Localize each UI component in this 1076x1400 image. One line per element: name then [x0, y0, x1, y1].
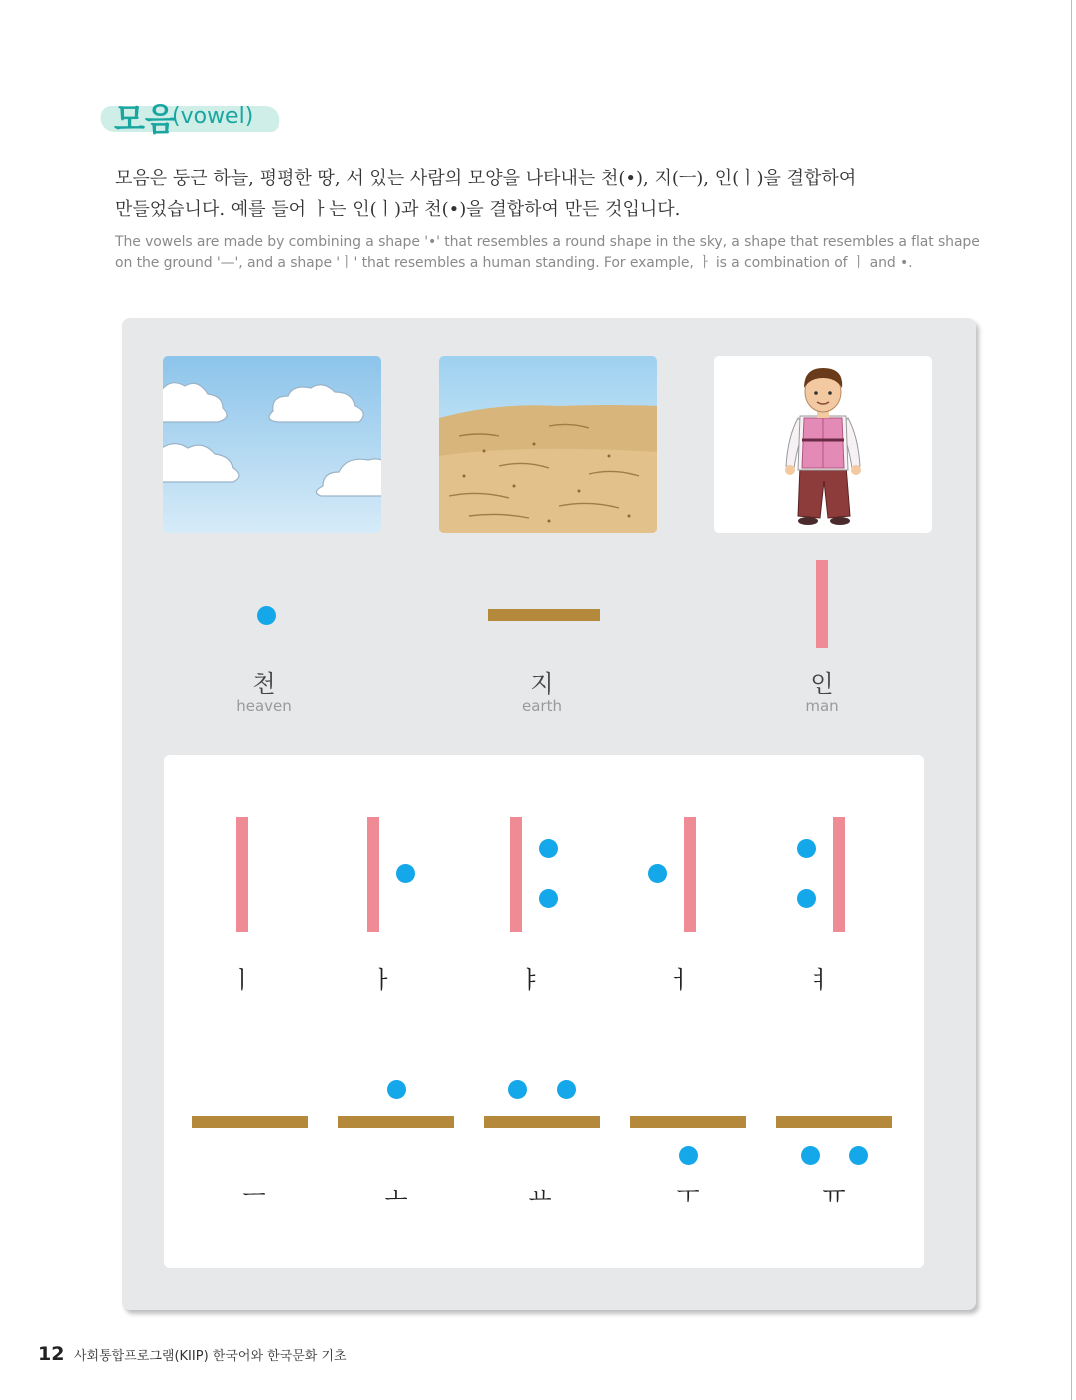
vowel-yu-glyph: ㅠ [822, 1182, 846, 1210]
vowel-u-dot [679, 1146, 698, 1165]
vowel-u-stroke [630, 1116, 746, 1128]
vowel-yu-dot-1 [801, 1146, 820, 1165]
vowel-eo-stroke [684, 817, 696, 932]
earth-label-english: earth [522, 697, 562, 715]
vowel-a-stroke [367, 817, 379, 932]
sky-image [163, 356, 381, 533]
earth-image [439, 356, 657, 533]
vowel-yu-stroke [776, 1116, 892, 1128]
vowel-a-dot [396, 864, 415, 883]
vowel-u-glyph: ㅜ [676, 1182, 700, 1210]
page-edge-line [1071, 0, 1072, 1400]
vowel-yo-dot-1 [508, 1080, 527, 1099]
vowel-i-glyph: ㅣ [230, 966, 254, 994]
intro-korean-line-1: 모음은 둥근 하늘, 평평한 땅, 서 있는 사람의 모양을 나타내는 천(•), 지(ㅡ), 인(ㅣ)을 결합하여 [115, 168, 857, 189]
man-image [714, 356, 932, 533]
vowel-ya-glyph: ㅑ [518, 966, 542, 994]
vowel-ya-dot-2 [539, 889, 558, 908]
vowel-yu-dot-2 [849, 1146, 868, 1165]
intro-korean-line-2: 만들었습니다. 예를 들어 ㅏ는 인(ㅣ)과 천(•)을 결합하여 만든 것입니다. [115, 199, 681, 220]
vowel-eo-dot [648, 864, 667, 883]
vowel-yeo-dot-2 [797, 889, 816, 908]
vowel-o-dot [387, 1080, 406, 1099]
vowel-yo-dot-2 [557, 1080, 576, 1099]
book-title: 사회통합프로그램(KIIP) 한국어와 한국문화 기초 [74, 1349, 347, 1364]
vowel-o-stroke [338, 1116, 454, 1128]
vowel-i-stroke [236, 817, 248, 932]
man-bar-symbol [816, 560, 828, 648]
vowel-yo-stroke [484, 1116, 600, 1128]
intro-korean [115, 163, 975, 225]
page-number: 12 [38, 1343, 65, 1365]
vowel-a-glyph: ㅏ [370, 966, 394, 994]
vowel-eu-stroke [192, 1116, 308, 1128]
vowel-yo-glyph: ㅛ [528, 1182, 552, 1210]
heading-korean: 모음 [114, 100, 176, 138]
heaven-label-korean: 천 [252, 670, 276, 698]
vowel-ya-dot-1 [539, 839, 558, 858]
vowel-eo-glyph: ㅓ [668, 966, 692, 994]
vowel-yeo-glyph: ㅕ [808, 966, 832, 994]
heading-english: (vowel) [172, 104, 254, 129]
heaven-dot-symbol [257, 606, 276, 625]
vowel-o-glyph: ㅗ [384, 1182, 408, 1210]
heaven-label-english: heaven [236, 697, 292, 715]
vowel-ya-stroke [510, 817, 522, 932]
earth-label-korean: 지 [530, 670, 554, 698]
vowel-yeo-dot-1 [797, 839, 816, 858]
earth-bar-symbol [488, 609, 600, 621]
man-label-korean: 인 [810, 670, 834, 698]
intro-english: The vowels are made by combining a shape '•' that resembles a round shape in the sky, a shape that resembles a flat shape on the ground '—', and a shape 'ㅣ' that resembles a human standing. For example, ㅏ is a combination of ㅣ and •. [115, 234, 980, 271]
vowel-yeo-stroke [833, 817, 845, 932]
section-heading [100, 92, 290, 144]
man-label-english: man [805, 697, 839, 715]
vowel-eu-glyph: ㅡ [242, 1182, 266, 1210]
